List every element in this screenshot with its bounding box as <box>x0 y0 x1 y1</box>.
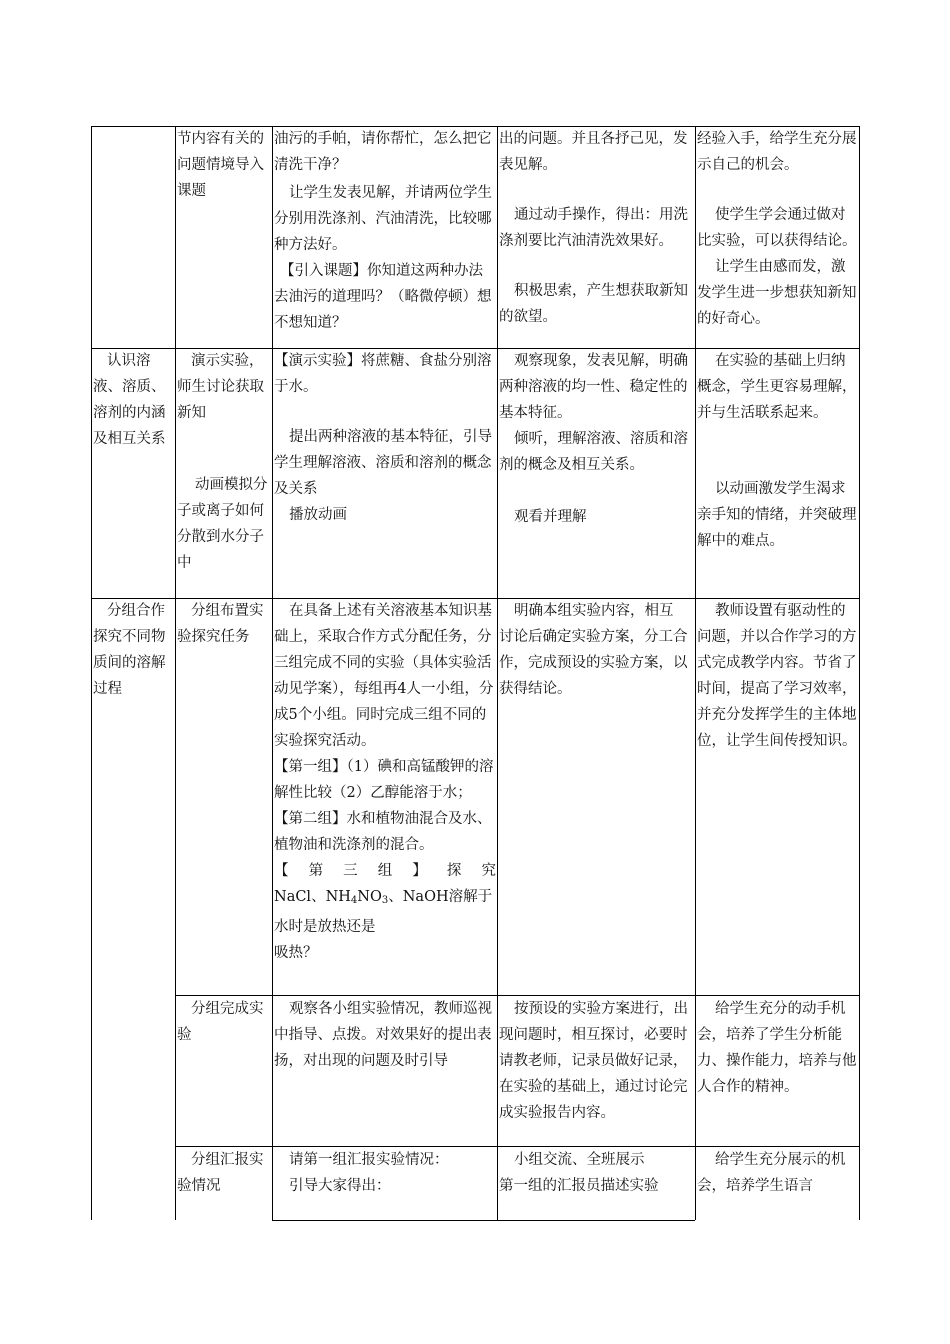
row2-student-cell <box>499 348 694 530</box>
row5-student-cell <box>499 1147 694 1199</box>
cell-text: 分组合作探究不同物质间的溶解过程 <box>93 603 166 697</box>
cell-text: 分组布置实验探究任务 <box>177 603 264 645</box>
column-divider <box>272 126 273 1220</box>
cell-text: 让学生由感而发，激发学生进一步想获知新知的好奇心。 <box>697 259 857 327</box>
row-divider <box>272 1220 498 1221</box>
cell-text: 给学生充分展示的机会，培养学生语言 <box>697 1152 846 1194</box>
row2-teacher-cell <box>274 348 496 528</box>
column-divider <box>695 126 696 1220</box>
cell-text: 【演示实验】将蔗糖、食盐分别溶于水。 <box>274 353 492 395</box>
row5-stage-cell <box>177 1147 271 1199</box>
cell-text: 观看并理解 <box>514 509 587 525</box>
row3-intent-cell <box>697 598 858 754</box>
row1-stage-cell <box>177 126 269 204</box>
cell-text: 认识溶液、溶质、溶剂的内涵及相互关系 <box>93 353 166 447</box>
cell-text: 节内容有关的问题情境导入课题 <box>177 131 264 199</box>
cell-text: 演示实验，师生讨论获取新知 <box>177 353 264 421</box>
cell-text: 以动画激发学生渴求亲手知的情绪，并突破理解中的难点。 <box>697 481 857 549</box>
cell-text: 观察现象，发表见解，明确两种溶液的均一性、稳定性的基本特征。 <box>499 353 688 421</box>
cell-text: 给学生充分的动手机会，培养了学生分析能力、操作能力，培养与他人合作的精神。 <box>697 1001 857 1095</box>
row3-stage-cell <box>177 598 271 650</box>
cell-text: 引导大家得出： <box>289 1178 391 1194</box>
row5-teacher-cell <box>274 1147 496 1199</box>
cell-text: 【第一组】（1）碘和高锰酸钾的溶解性比较（2）乙醇能溶于水； <box>274 759 494 801</box>
cell-text: 吸热？ <box>274 945 318 961</box>
cell-text: 观察各小组实验情况，教师巡视中指导、点拨。对效果好的提出表扬，对出现的问题及时引导 <box>274 1001 492 1069</box>
row1-intent-cell <box>697 126 858 332</box>
cell-text: 积极思索，产生想获取新知的欲望。 <box>499 283 688 325</box>
cell-text: 通过动手操作，得出：用洗涤剂要比汽油清洗效果好。 <box>499 207 688 249</box>
row1-teacher-cell <box>274 126 496 336</box>
column-divider <box>497 126 498 1220</box>
row2-stage-cell <box>177 348 271 576</box>
cell-text: 倾听，理解溶液、溶质和溶剂的概念及相互关系。 <box>499 431 688 473</box>
cell-text: 第一组的汇报员描述实验 <box>499 1178 659 1194</box>
cell-text: 播放动画 <box>289 507 347 523</box>
cell-text: 出的问题。并且各抒己见，发表见解。 <box>499 131 688 173</box>
cell-text: 在具备上述有关溶液基本知识基础上，采取合作方式分配任务，分三组完成不同的实验（具体实验活动见学案），每组再4人一小组，分成5个小组。同时完成三组不同的实验探究活动。 <box>274 603 494 749</box>
row4-intent-cell <box>697 996 858 1100</box>
row4-teacher-cell <box>274 996 496 1074</box>
cell-text: 让学生发表见解，并请两位学生分别用洗涤剂、汽油清洗，比较哪种方法好。 <box>274 185 492 253</box>
cell-text: 分组完成实验 <box>177 1001 264 1043</box>
cell-text: 按预设的实验方案进行，出现问题时，相互探讨，必要时请教老师，记录员做好记录，在实验的基础上，通过讨论完成实验报告内容。 <box>499 1001 688 1121</box>
row3-student-cell <box>499 598 694 702</box>
cell-text: 【第二组】水和植物油混合及水、植物油和洗涤剂的混合。 <box>274 811 492 853</box>
cell-text: 明确本组实验内容，相互 <box>514 603 674 619</box>
row4-student-cell <box>499 996 694 1126</box>
row3-topic-cell <box>93 598 175 702</box>
cell-text: 使学生学会通过做对比实验，可以获得结论。 <box>697 207 857 249</box>
cell-text: 教师设置有驱动性的问题，并以合作学习的方式完成教学内容。节省了时间，提高了学习效率，并充分发挥学生的主体地位，让学生间传授知识。 <box>697 603 857 749</box>
cell-text: 分组汇报实验情况 <box>177 1152 264 1194</box>
cell-text: 提出两种溶液的基本特征，引导学生理解溶液、溶质和溶剂的概念及关系 <box>274 429 492 497</box>
row1-student-cell <box>499 126 694 330</box>
cell-text: 经验入手，给学生充分展示自己的机会。 <box>697 131 857 173</box>
row2-intent-cell <box>697 348 858 554</box>
cell-text: 油污的手帕，请你帮忙，怎么把它清洗干净？ <box>274 131 492 173</box>
cell-text: 小组交流、全班展示 <box>514 1152 645 1168</box>
row5-intent-cell <box>697 1147 858 1199</box>
table-border-right <box>859 126 860 1220</box>
cell-text: 请第一组汇报实验情况： <box>289 1152 449 1168</box>
table-border-left <box>91 126 92 1220</box>
cell-text: 动画模拟分子或离子如何分散到水分子中 <box>177 477 268 571</box>
column-divider <box>175 126 176 1220</box>
cell-text-formula: NaCl、$NH_4NO_3$、NaOH溶解于水时是放热还是 <box>274 889 493 935</box>
cell-text: 【引入课题】你知道这两种办法去油污的道理吗？（略微停顿）想不想知道？ <box>274 263 492 331</box>
cell-text: 讨论后确定实验方案，分工合作，完成预设的实验方案，以获得结论。 <box>499 629 688 697</box>
cell-text: 在实验的基础上归纳概念，学生更容易理解，并与生活联系起来。 <box>697 353 857 421</box>
cell-text: 【第三组】探究 <box>274 863 496 879</box>
row4-stage-cell <box>177 996 271 1048</box>
row3-teacher-cell <box>274 598 496 966</box>
row-divider <box>497 1220 695 1221</box>
row2-topic-cell <box>93 348 175 452</box>
